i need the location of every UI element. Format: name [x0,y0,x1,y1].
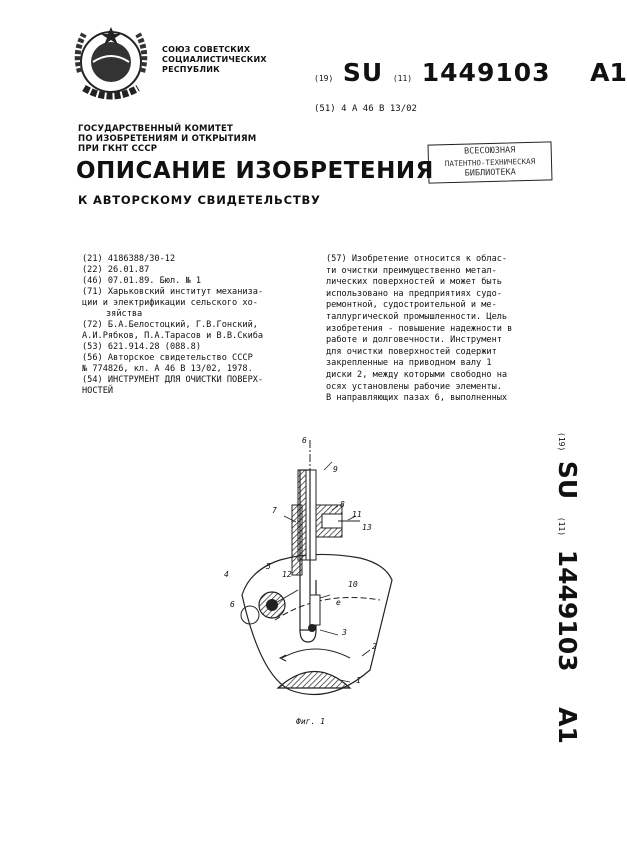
abstract-line: ти очистки преимущественно метал- [326,265,497,276]
biblio-line: (22) 26.01.87 [82,265,150,275]
abstract-line: использовано на предприятиях судо- [326,288,502,299]
abstract-line: таллургической промышленности. Цель [326,311,508,322]
drive-shaft [278,649,350,688]
classification-code: (51) 4 [314,104,347,114]
biblio-line: (21) 4186388/30-12 [82,254,176,264]
label-10: 10 [348,580,358,589]
library-stamp [428,141,553,183]
stamp-line: БИБЛИОТЕКА [464,167,516,179]
stamp-line: ПАТЕНТНО-ТЕХНИЧЕСКАЯ [444,156,536,169]
biblio-line: (53) 621.914.28 (088.8) [82,342,201,352]
org-name [162,45,267,75]
label-9: 9 [333,465,338,474]
country-code: SU [342,58,384,87]
abstract-line: осях установлены рабочие элементы. [326,381,502,392]
biblio-line: зяйства [106,309,143,319]
side-code-11: (11) [557,516,566,537]
biblio-line: № 774826, кл. А 46 В 13/02, 1978. [82,364,253,374]
biblio-line: (71) Харьковский институт механиза- [82,287,264,297]
code-19: (19) [314,74,334,83]
abstract-line: диски 2, между которыми свободно на [326,369,508,380]
label-3: 3 [342,628,347,637]
classification-value: A 46 B 13/02 [351,104,417,114]
side-patent-kind: A1 [553,707,582,744]
biblio-line: (72) Б.А.Белостоцкий, Г.В.Гонский, [82,320,258,330]
figure-1 [220,430,410,730]
patent-kind: A1 [590,58,627,87]
abstract-line: изобретения - повышение надежности в [326,323,513,334]
side-code-19: (19) [557,432,566,452]
bibliographic-data [82,254,263,397]
side-patent-label [553,432,582,744]
figure-caption: Фиг. 1 [296,717,325,726]
abstract-line: (57) Изобретение относится к облас- [326,254,508,264]
label-6-left: 6 [230,600,235,609]
committee-name [78,124,256,154]
org-line: СОЮЗ СОВЕТСКИХ [162,45,251,54]
label-1: 1 [356,676,361,685]
working-element [241,590,298,624]
side-patent-number: 1449103 [553,549,582,672]
abstract [326,254,512,405]
biblio-line: НОСТЕЙ [82,386,114,396]
label-5: 5 [266,562,271,571]
biblio-line: (46) 07.01.89. Бюл. № 1 [82,276,201,286]
committee-line: ПО ИЗОБРЕТЕНИЯМ И ОТКРЫТИЯМ [78,134,257,144]
biblio-line: (56) Авторское свидетельство СССР [82,353,253,363]
label-4: 4 [224,570,229,579]
abstract-line: В направляющих пазах 6, выполненных [326,393,508,404]
label-2: 2 [372,642,377,651]
abstract-line: лических поверхностей и может быть [326,277,502,288]
abstract-line: работе и долговечности. Инструмент [326,335,502,346]
classification [314,104,417,114]
abstract-line: закрепленные на приводном валу 1 [326,358,492,369]
biblio-line: (54) ИНСТРУМЕНТ ДЛЯ ОЧИСТКИ ПОВЕРХ- [82,375,264,385]
label-7: 7 [272,506,277,515]
stamp-line: ВСЕСОЮЗНАЯ [463,145,516,157]
biblio-line: ции и электрификации сельского хо- [82,298,258,308]
label-8: 8 [340,500,345,509]
abstract-line: для очистки поверхностей содержит [326,346,497,357]
document-title: ОПИСАНИЕ ИЗОБРЕТЕНИЯ [76,158,434,184]
label-6-top: 6 [302,436,307,445]
label-e: e [336,598,341,607]
ussr-emblem [70,22,152,108]
patent-number-header [314,58,627,87]
org-line: СОЦИАЛИСТИЧЕСКИХ [162,55,267,64]
org-line: РЕСПУБЛИК [162,65,220,74]
committee-line: ГОСУДАРСТВЕННЫЙ КОМИТЕТ [78,124,233,134]
side-country-code: SU [553,460,582,500]
label-11: 11 [352,510,362,519]
biblio-line: А.И.Рябков, П.А.Тарасов и В.В.Скиба [82,331,264,341]
document-subtitle: К АВТОРСКОМУ СВИДЕТЕЛЬСТВУ [78,193,321,207]
abstract-line: ремонтной, судостроительной и ме- [326,300,497,311]
patent-number: 1449103 [421,58,551,87]
label-12: 12 [282,570,292,579]
committee-line: ПРИ ГКНТ СССР [78,144,158,154]
code-11: (11) [392,74,413,83]
label-13: 13 [362,523,372,532]
